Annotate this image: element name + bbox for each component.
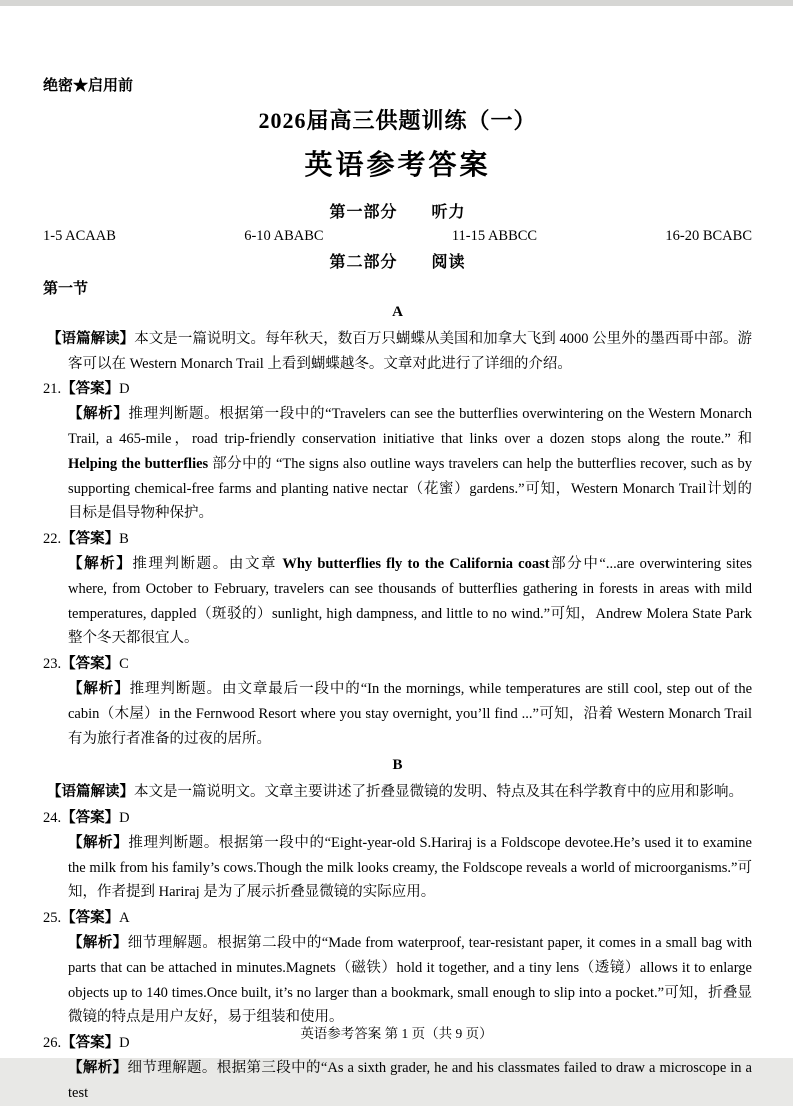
part1-heading: 第一部分 听力 <box>329 204 466 221</box>
page-footer: 英语参考答案 第 1 页（共 9 页） <box>300 1026 493 1041</box>
document-body <box>43 300 752 1106</box>
passage-b-intro: 【语篇解读】本文是一篇说明文。文章主要讲述了折叠显微镜的发明、特点及其在科学教育中的应用和影响。 <box>47 784 743 801</box>
analysis-22: 【解析】推理判断题。由文章 Why butterflies fly to the California coast部分中“...are overwintering sites where, from October to February, travelers can see thousands of butterflies gathering in forests in areas with mild temperatures, dappled（斑驳的）sunlight, high dampness, and little to no wind.”可知，Andrew Molera State Park 整个冬天都很宜人。 <box>68 555 752 647</box>
listening-answers-row <box>43 225 752 247</box>
page-content <box>43 0 752 1106</box>
analysis-23: 【解析】推理判断题。由文章最后一段中的“In the mornings, while temperatures are still cool, step out of the cabin（木屋）in the Fernwood Resort where you stay overnight, you’ll find ...”可知，沿着 Western Monarch Trail有为旅行者准备的过夜的居所。 <box>68 680 752 747</box>
analysis-21: 【解析】推理判断题。根据第一段中的“Travelers can see the butterflies overwintering on the Western Monarch Trail, a 465-mile，road trip-friendly conservation initiative that links over a dozen stops along the route.” 和 Helping the butterflies 部分中的 “The signs also outline ways travelers can help the butterflies recover, such as by supporting chemical-free farms and planting native nectar（花蜜）gardens.”可知，Western Monarch Trail计划的目标是倡导物种保护。 <box>68 406 752 522</box>
answer-23: 23.【答案】C <box>43 656 129 673</box>
analysis-24: 【解析】推理判断题。根据第一段中的“Eight-year-old S.Hariraj is a Foldscope devotee.He’s used it to examine the milk from his family’s cows.Though the milk looks creamy, the Foldscope reveals a world of microorganisms.”可知，作者提到 Hariraj 是为了展示折叠显微镜的实际应用。 <box>68 834 752 901</box>
answer-25: 25.【答案】A <box>43 910 130 927</box>
answer-24: 24.【答案】D <box>43 809 130 826</box>
part2-heading: 第二部分 阅读 <box>329 254 466 271</box>
classification-notice: 绝密★启用前 <box>43 78 134 94</box>
analysis-26: 【解析】细节理解题。根据第三段中的“As a sixth grader, he and his classmates failed to draw a microscope in a test <box>68 1059 752 1101</box>
listening-answers-11-15: 11-15 ABBCC <box>451 228 538 244</box>
answer-26: 26.【答案】D <box>43 1035 130 1052</box>
passage-a-heading: A <box>392 304 403 320</box>
passage-a-intro: 【语篇解读】本文是一篇说明文。每年秋天，数百万只蝴蝶从美国和加拿大飞到 4000 公里外的墨西哥中部。游客可以在 Western Monarch Trail 上看到蝴蝶越冬。文章对此进行了详细的介绍。 <box>47 330 753 372</box>
listening-answers-6-10: 6-10 ABABC <box>244 228 324 244</box>
passage-b-heading: B <box>392 757 403 774</box>
analysis-25: 【解析】细节理解题。根据第二段中的“Made from waterproof, tear-resistant paper, it comes in a small bag with parts that can be attached in minutes.Magnets（磁铁）hold it together, and a tiny lens（透镜）allows it to enlarge objects up to 140 times.Once built, it’s no larger than a bookmark, small enough to slip into a pocket.”可知，折叠显微镜的特点是用户友好，易于组装和使用。 <box>68 934 752 1026</box>
answer-21: 21.【答案】D <box>43 381 130 398</box>
exam-title: 2026届高三供题训练（一） <box>258 108 537 133</box>
listening-answers-1-5: 1-5 ACAAB <box>43 228 116 244</box>
answer-key-title: 英语参考答案 <box>304 150 491 181</box>
answer-22: 22.【答案】B <box>43 531 129 548</box>
section1-label: 第一节 <box>43 281 89 297</box>
listening-answers-16-20: 16-20 BCABC <box>665 228 752 244</box>
